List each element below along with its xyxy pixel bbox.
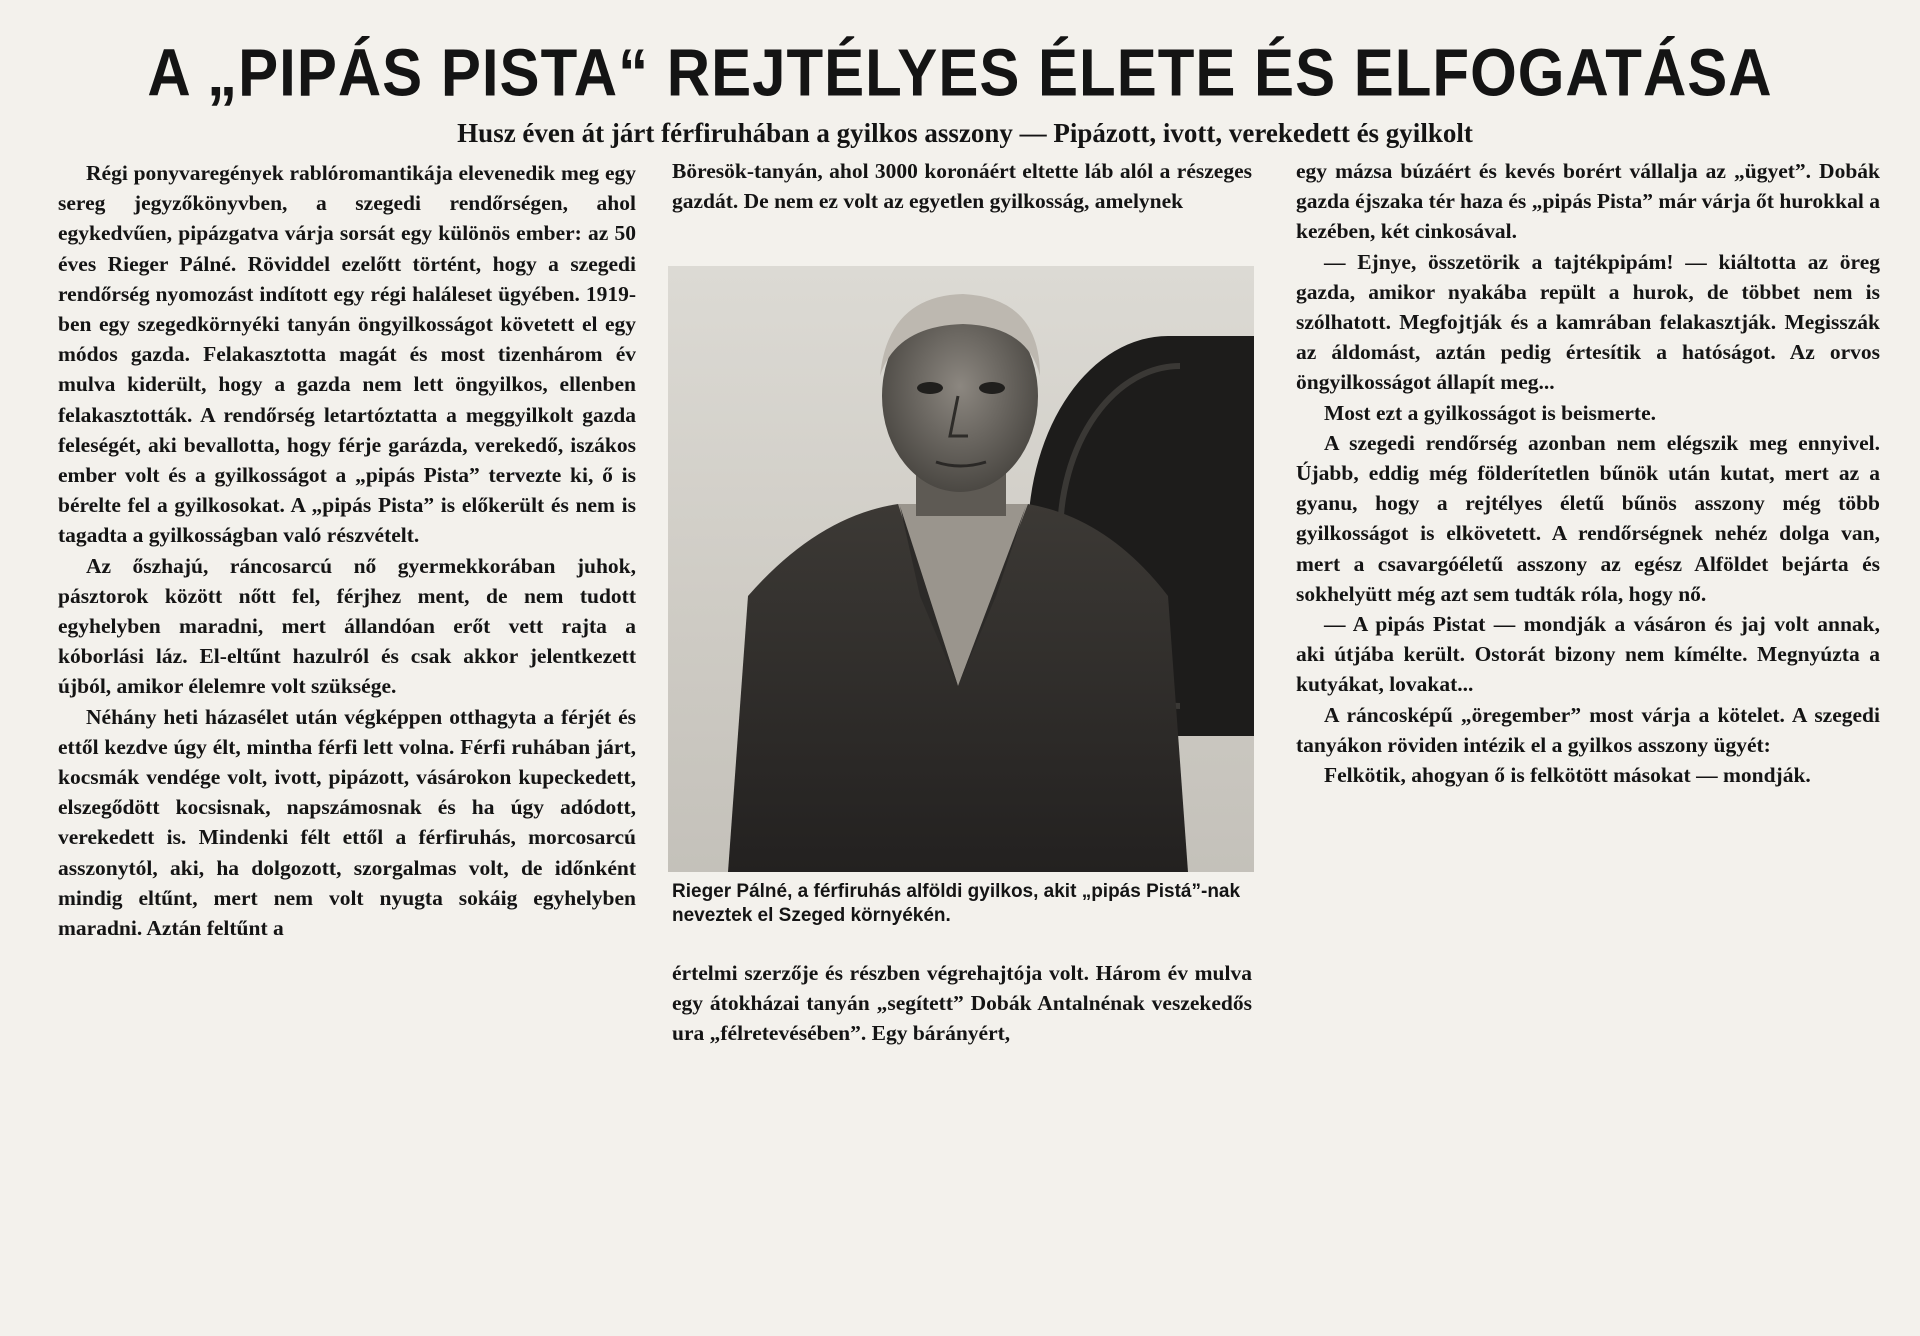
headline: A „PIPÁS PISTA“ REJTÉLYES ÉLETE ÉS ELFOGATÁSA bbox=[147, 35, 1773, 111]
subheadline: Husz éven át járt férfiruhában a gyilkos asszony — Pipázott, ivott, verekedett és gyilkolt bbox=[457, 118, 1473, 148]
paragraph: értelmi szerzője és részben végrehajtója volt. Három év mulva egy átokházai tanyán „segített” Dobák Antalnénak veszekedős ura „félretevésében”. Egy bárányért, bbox=[672, 961, 1252, 1046]
paragraph: Felkötik, ahogyan ő is felkötött másokat — mondják. bbox=[1324, 763, 1811, 788]
paragraph: Most ezt a gyilkosságot is beismerte. bbox=[1324, 400, 1656, 425]
article-column-2-top bbox=[672, 156, 1252, 216]
paragraph: A ráncosképű „öregember” most várja a kötelet. A szegedi tanyákon röviden intézik el a gyilkos asszony ügyét: bbox=[1296, 702, 1880, 757]
paragraph: egy mázsa búzáért és kevés borért vállalja az „ügyet”. Dobák gazda éjszaka tér haza és „pipás Pista” már várja őt hurokkal a kezében, két cinkosával. bbox=[1296, 159, 1880, 244]
paragraph: — Ejnye, összetörik a tajtékpipám! — kiáltotta az öreg gazda, amikor nyakába repült a hurok, de többet nem is szólhatott. Megfojtják és a kamrában felakasztják. Megisszák az áldomást, aztán pedig értesítik a hatóságot. Az orvos öngyilkosságot állapít meg... bbox=[1296, 249, 1880, 395]
paragraph: A szegedi rendőrség azonban nem elégszik meg ennyivel. Újabb, eddig még földerítetlen bűnök után kutat, mert az a gyanu, hogy a rejtélyes életű bűnös asszony még több gyilkosságot is elkövetett. A rendőrségnek nehéz dolga van, mert a csavargóéletű asszony az egész Alföldet bejárta és sokhelyütt még azt sem tudták róla, hogy nő. bbox=[1296, 430, 1880, 606]
paragraph: Böresök-tanyán, ahol 3000 koronáért eltette láb alól a részeges gazdát. De nem ez volt az egyetlen gyilkosság, amelynek bbox=[672, 159, 1252, 214]
article-column-2-bottom bbox=[672, 958, 1252, 1049]
paragraph: Néhány heti házasélet után végképpen otthagyta a férjét és ettől kezdve úgy élt, mintha férfi lett volna. Férfi ruhában járt, kocsmák vendége volt, ivott, pipázott, vásárokon kupeckedett, elszegődött kocsisnak, napszámosnak és ha úgy adódott, verekedett is. Mindenki félt ettől a férfiruhás, morcosarcú asszonytól, aki, ha dolgozott, szorgalmas volt, de időnként mindig eltűnt, mert nem volt nyugta sokáig egyhelyben maradni. Aztán feltűnt a bbox=[58, 704, 636, 941]
portrait-photo bbox=[668, 266, 1254, 872]
article-column-1 bbox=[58, 158, 636, 943]
paragraph: Régi ponyvaregények rablóromantikája elevenedik meg egy sereg jegyzőkönyvben, a szegedi rendőrségen, ahol egykedvűen, pipázgatva várja sorsát egy különös ember: az 50 éves Rieger Pálné. Röviddel ezelőtt történt, hogy a szegedi rendőrség nyomozást indított egy régi haláleset ügyében. 1919-ben egy szegedkörnyéki tanyán öngyilkosságot követett el egy módos gazda. Felakasztotta magát és most tizenhárom év mulva kiderült, hogy a gazda nem lett öngyilkos, ellenben felakasztották. A rendőrség letartóztatta a meggyilkolt gazda feleségét, aki bevallotta, hogy férje garázda, verekedő, iszákos ember volt és a gyilkosságot a „pipás Pista” tervezte ki, ő is bérelte fel a gyilkosokat. A „pipás Pista” is előkerült és nem is tagadta a gyilkosságban való részvételt. bbox=[58, 161, 636, 548]
paragraph: — A pipás Pistat — mondják a vásáron és jaj volt annak, aki útjába került. Ostorát bizony nem kímélte. Megnyúzta a kutyákat, lovakat... bbox=[1296, 612, 1880, 697]
paragraph: Az őszhajú, ráncosarcú nő gyermekkorában juhok, pásztorok között nőtt fel, férjhez ment, de nem tudott egyhelyben maradni, mert állandóan erőt vett rajta a kóborlási láz. El-eltűnt hazulról és csak akkor jelentkezett újból, amikor élelemre volt szüksége. bbox=[58, 553, 636, 699]
photo-caption: Rieger Pálné, a férfiruhás alföldi gyilkos, akit „pipás Pistá”-nak neveztek el Szeged környékén. bbox=[672, 881, 1241, 926]
article-column-3 bbox=[1296, 156, 1880, 790]
